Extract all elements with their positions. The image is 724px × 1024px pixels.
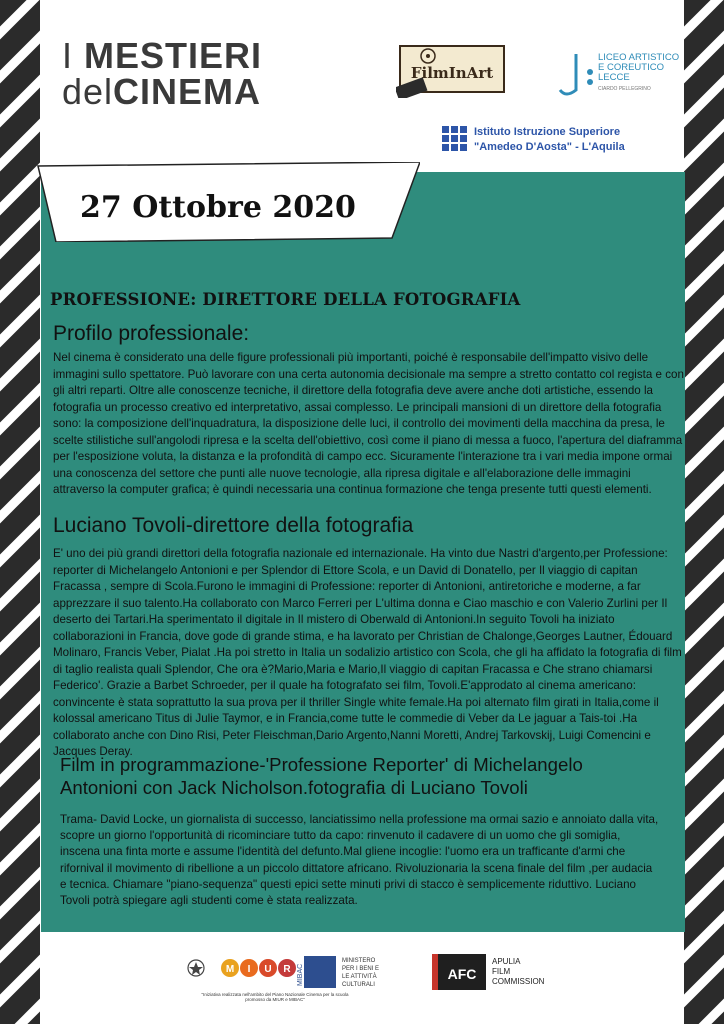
tovoli-heading: Luciano Tovoli-direttore della fotografia: [53, 514, 414, 537]
iis-logo: [440, 120, 650, 158]
svg-text:PER I BENI E: PER I BENI E: [342, 966, 380, 972]
right-stripes: [684, 0, 724, 1024]
svg-text:CIARDO PELLEGRINO: CIARDO PELLEGRINO: [598, 86, 651, 92]
svg-text:MINISTERO: MINISTERO: [342, 958, 376, 964]
svg-text:COMMISSION: COMMISSION: [492, 977, 545, 986]
footer-logos: [0, 950, 724, 1020]
svg-text:U: U: [264, 964, 272, 975]
profilo-text: Nel cinema è considerato una delle figure professionali più importanti, poiché è responsabile dell'impatto visivo delle immagini sullo spettatore. Può lavorare con una certa autonomia decisionale ma sempre a stretto contatto col regista e con gli altri reparti. Oltre alle conoscenze tecniche, il direttore della fotografia deve avere anche doti artistiche, essendo la fotografia un processo creativo ed interpretativo, assai complesso. Le principali mansioni di un direttore della fotografia sono: la composizione dell'inquadratura, la disposizione delle luci, il controllo dei movimenti della macchina da presa, le scelte stilistiche sull'angolodi ripresa e la scelta dell'obiettivo, così come il piano di messa a fuoco, l'apertura del diaframma per l'esposizione voluta, la distanza e la profondità di campo ecc. Sicuramente l'interazione tra i vari media impone ormai una conoscenza del settore che punti alle nuove tecnologie, alla ripresa digitale e all'elaborazione delle immagini attraverso la computer grafica; è quindi necessaria una continua formazione che tenga presente tutti questi elementi.: [53, 351, 684, 496]
svg-text:Istituto Istruzione Superiore: Istituto Istruzione Superiore: [474, 126, 621, 138]
svg-text:LECCE: LECCE: [598, 72, 630, 83]
footer-note: "Iniziativa realizzata nell'ambito del Piano Nazionale Cinema per la scuola promosso da MIUR e MIBAC": [201, 992, 349, 1002]
svg-text:MIBAC: MIBAC: [297, 963, 304, 986]
title-prefix-2: del: [62, 71, 114, 112]
svg-text:"Amedeo D'Aosta" - L'Aquila: "Amedeo D'Aosta" - L'Aquila: [474, 141, 625, 153]
svg-text:LICEO ARTISTICO: LICEO ARTISTICO: [598, 52, 680, 63]
title-word-cinema: CINEMA: [113, 71, 262, 112]
svg-text:AFC: AFC: [447, 966, 477, 982]
profession-title: PROFESSIONE: DIRETTORE DELLA FOTOGRAFIA: [50, 290, 521, 309]
svg-text:LE ATTIVITÀ: LE ATTIVITÀ: [342, 974, 377, 980]
tovoli-text: E' uno dei più grandi direttori della fotografia nazionale ed internazionale. Ha vinto due Nastri d'argento,per Professione: reporter di Michelangelo Antonioni e per Splendor di Ettore Scola, e un David di Donatello, per Il viaggio di capitan Fracassa , sempre di Scola.Furono le immagini di Professione: reporter di Antonioni, antiretoriche e moderne, a far apprezzare il suo talento.Ha collaborato con Marco Ferreri per L'ultima donna e Ciao maschio e con Valerio Zurlini per Il deserto dei Tartari.Ha sperimentato il digitale in Il mistero di Oberwald di Antonioni.In seguito Tovoli ha iniziato collaborazioni in Francia, dove gode di grande stima, e ha lavorato per Christian de Chalonge,Georges Lautner, Édouard Molinaro, Francis Veber, Pialat .Ha poi stretto in Italia un sodalizio artistico con Scola, che gli ha affidato la fotografia di film di taglio realista quali Splendor, Che ora è?Mario,Maria e Mario,Il viaggio di capitan Fracassa e Che strano chiamarsi Federico'. Grazie a Barbet Schroeder, per il quale ha fotografato sei film, Tovoli.E'approdato al cinema americano: convincente è stata soprattutto la sua prova per il thriller Single white female.Ha poi alternato film girati in Italia,come il kolossal americano Titus di Julie Taymor, e in Francia,come tutte le commedie di Veber da Le jaguar a Tais-toi .Ha collaborato anche con Dino Risi, Peter Fleischman,Dario Argento,Nanni Moretti, Andrej Tarkovskij, Luigi Comencini e Jacques Deray.: [53, 547, 682, 758]
header-title: [62, 35, 263, 112]
profilo-heading: Profilo professionale:: [53, 322, 250, 345]
miur-logo: [221, 959, 296, 977]
mibac-logo: [297, 956, 379, 988]
svg-text:APULIA: APULIA: [492, 957, 521, 966]
svg-text:M: M: [225, 964, 235, 975]
afc-logo: [432, 954, 545, 990]
liceo-logo: [556, 50, 696, 100]
repubblica-emblem-icon: [188, 960, 204, 976]
svg-text:R: R: [283, 964, 291, 975]
left-stripes: [0, 0, 40, 1024]
film-heading: Film in programmazione-'Professione Reporter' di Michelangelo Antonioni con Jack Nicholson.fotografia di Luciano Tovoli: [60, 754, 583, 798]
title-word-mestieri: MESTIERI: [84, 35, 263, 76]
svg-text:CULTURALI: CULTURALI: [342, 982, 375, 988]
event-date: 27 Ottobre 2020: [80, 190, 356, 225]
svg-text:FILM: FILM: [492, 967, 511, 976]
svg-text:E COREUTICO: E COREUTICO: [598, 62, 664, 73]
title-prefix-1: I: [62, 35, 74, 76]
trama-text: Trama- David Locke, un giornalista di successo, lanciatissimo nella professione ma ormai sazio e annoiato dalla vita, scopre un giorno l'opportunità di ricominciare tutto da capo: rinvenuto il cadavere di un uomo che gli somiglia, inscena una finta morte e assume l'identità del defunto.Mal gliene incoglie: l'uomo era un trafficante d'armi che rifornival il movimento di ribellione a un piccolo dittatore africano. Rivoluzionaria la scena finale del film ,per audacia e tecnica. Chiamare "piano-sequenza" questi epici sette minuti privi di stacco è semplicemente riduttivo. Luciano Tovoli potrà spiegare agli studenti come è stata realizzata.: [60, 813, 659, 908]
filminart-text: FilmInArt: [410, 64, 494, 82]
svg-text:I: I: [247, 964, 251, 975]
filminart-logo: [396, 44, 512, 98]
